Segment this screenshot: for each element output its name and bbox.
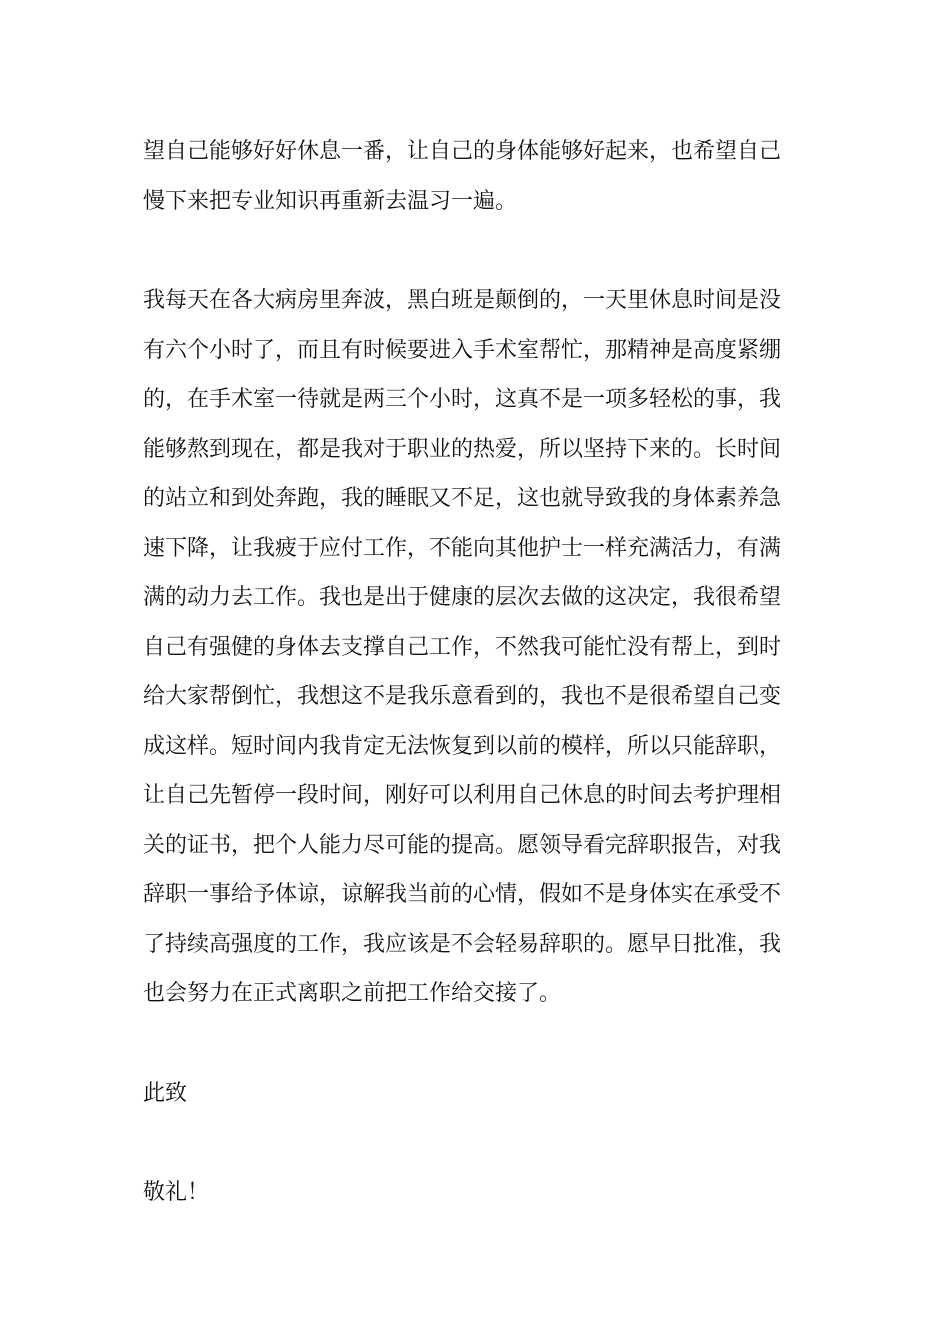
paragraph-line: 自己有强健的身体去支撑自己工作，不然我可能忙没有帮上，到时 <box>143 635 782 660</box>
paragraph-line: 的，在手术室一待就是两三个小时，这真不是一项多轻松的事，我 <box>143 387 782 412</box>
paragraph-line: 速下降，让我疲于应付工作，不能向其他护士一样充满活力，有满 <box>143 536 782 561</box>
paragraph-line: 辞职一事给予体谅，谅解我当前的心情，假如不是身体实在承受不 <box>143 882 782 907</box>
paragraph-line: 给大家帮倒忙，我想这不是我乐意看到的，我也不是很希望自己变 <box>143 684 782 709</box>
paragraph-line: 有六个小时了，而且有时候要进入手术室帮忙，那精神是高度紧绷 <box>143 338 782 363</box>
closing-text: 此致 <box>143 1081 188 1106</box>
paragraph-line: 关的证书，把个人能力尽可能的提高。愿领导看完辞职报告，对我 <box>143 833 782 858</box>
paragraph-line: 慢下来把专业知识再重新去温习一遍。 <box>143 189 518 214</box>
paragraph-line: 能够熬到现在，都是我对于职业的热爱，所以坚持下来的。长时间 <box>143 437 782 462</box>
paragraph-line: 满的动力去工作。我也是出于健康的层次去做的这决定，我很希望 <box>143 585 782 610</box>
salutation-text: 敬礼！ <box>143 1180 210 1205</box>
paragraph-line: 的站立和到处奔跑，我的睡眠又不足，这也就导致我的身体素养急 <box>143 486 782 511</box>
paragraph-line: 我每天在各大病房里奔波，黑白班是颠倒的，一天里休息时间是没 <box>143 288 782 313</box>
paragraph-line: 让自己先暂停一段时间，刚好可以利用自己休息的时间去考护理相 <box>143 783 782 808</box>
paragraph-line: 望自己能够好好休息一番，让自己的身体能够好起来，也希望自己 <box>143 139 782 164</box>
paragraph-line: 成这样。短时间内我肯定无法恢复到以前的模样，所以只能辞职， <box>143 734 782 759</box>
paragraph-line: 也会努力在正式离职之前把工作给交接了。 <box>143 981 562 1006</box>
paragraph-line: 了持续高强度的工作，我应该是不会轻易辞职的。愿早日批准，我 <box>143 932 782 957</box>
